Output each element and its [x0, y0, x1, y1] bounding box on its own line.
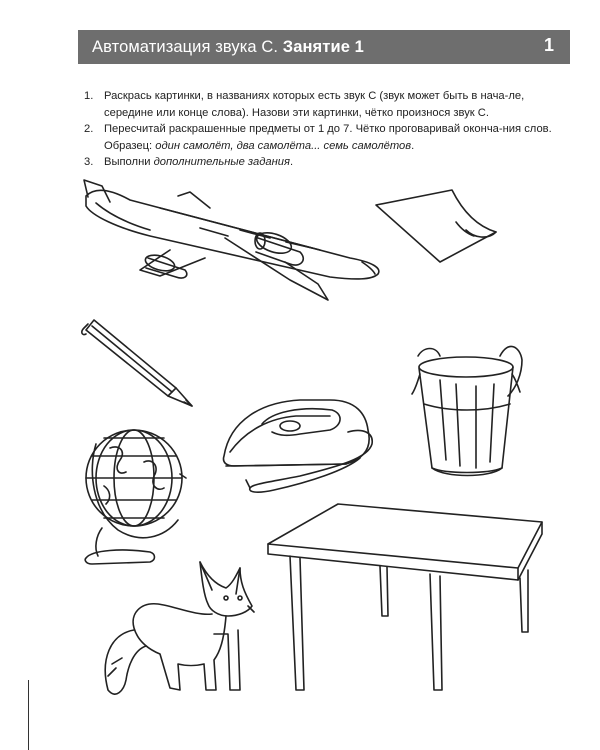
page-edge-line — [28, 680, 29, 750]
instruction-example: один самолёт, два самолёта... семь самолётов — [155, 139, 412, 152]
instruction-number: 1. — [84, 90, 94, 102]
iron-icon — [223, 400, 372, 492]
pencil-icon — [82, 320, 192, 406]
instruction-number: 2. — [84, 123, 94, 136]
title-lesson: Занятие 1 — [282, 37, 364, 56]
bucket-icon — [412, 346, 522, 475]
fox-icon — [105, 562, 254, 694]
instruction-number: 3. — [84, 156, 94, 169]
instruction-text: Выполни — [104, 156, 154, 169]
airplane-icon — [84, 180, 379, 300]
globe-icon — [85, 430, 186, 564]
paper-sheet-icon — [376, 190, 496, 262]
title-prefix: Автоматизация звука С. — [92, 37, 279, 56]
instruction-text-end: . — [289, 156, 294, 169]
instruction-text: Пересчитай раскрашенные предметы от 1 до 7. Чётко проговаривай оконча-ния слов. Образец: — [104, 123, 552, 152]
page-number: 1 — [543, 35, 554, 55]
table-icon — [268, 504, 542, 690]
instruction-text: Раскрась картинки, в названиях которых есть звук С (звук может быть в нача-ле, середине или конце слова). Назови эти картинки, чётко произнося звук С. — [104, 90, 525, 119]
instruction-text-end: . — [411, 139, 415, 152]
instruction-extra-tasks: дополнительные задания — [153, 156, 290, 169]
